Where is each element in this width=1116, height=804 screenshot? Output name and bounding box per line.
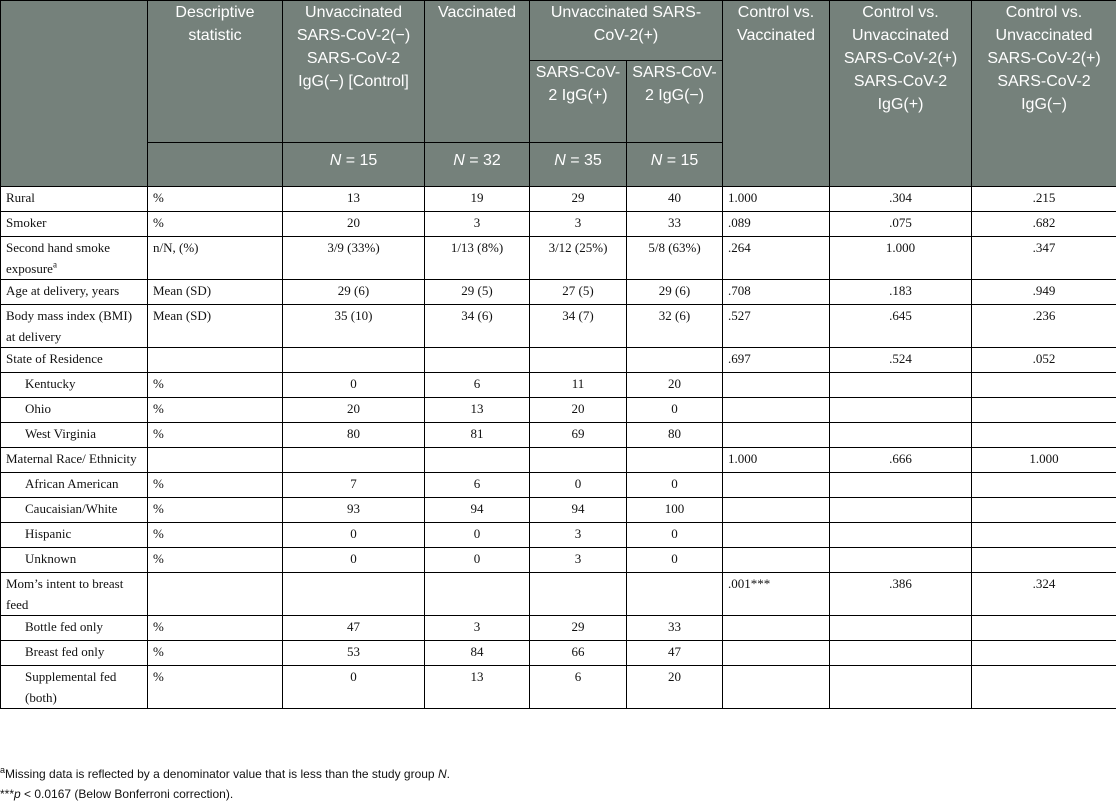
cell-p-control-vs-igg-pos	[830, 616, 972, 641]
cell-vaccinated: 81	[425, 423, 530, 448]
cell-p-control-vs-igg-neg: 1.000	[972, 448, 1116, 473]
row-stat: Mean (SD)	[148, 280, 283, 305]
cell-igg-pos: 69	[530, 423, 627, 448]
cell-control: 3/9 (33%)	[283, 237, 425, 280]
cell-vaccinated	[425, 348, 530, 373]
cell-vaccinated: 29 (5)	[425, 280, 530, 305]
cell-control	[283, 348, 425, 373]
cell-vaccinated: 3	[425, 616, 530, 641]
table-row	[1, 573, 1116, 616]
header-vaccinated-group: Vaccinated	[425, 1, 530, 143]
cell-p-control-vs-vaccinated	[723, 423, 830, 448]
cell-igg-neg: 29 (6)	[627, 280, 723, 305]
cell-vaccinated: 1/13 (8%)	[425, 237, 530, 280]
table-row	[1, 423, 1116, 448]
cell-p-control-vs-igg-pos	[830, 523, 972, 548]
cell-p-control-vs-igg-neg	[972, 398, 1116, 423]
cell-vaccinated: 6	[425, 373, 530, 398]
cell-p-control-vs-vaccinated	[723, 548, 830, 573]
cell-control: 7	[283, 473, 425, 498]
cell-p-control-vs-igg-pos: .304	[830, 187, 972, 212]
cell-p-control-vs-igg-neg	[972, 498, 1116, 523]
cell-control: 93	[283, 498, 425, 523]
header-sub-igg-neg: SARS-CoV-2 IgG(−)	[627, 61, 723, 143]
cell-control: 20	[283, 212, 425, 237]
cell-igg-pos: 34 (7)	[530, 305, 627, 348]
row-label: State of Residence	[1, 348, 148, 373]
row-label: Second hand smoke exposure$^a$	[1, 237, 148, 280]
cell-igg-neg: 0	[627, 398, 723, 423]
table-row	[1, 666, 1116, 709]
cell-igg-neg: 32 (6)	[627, 305, 723, 348]
cell-igg-pos: 29	[530, 616, 627, 641]
cell-p-control-vs-igg-neg	[972, 666, 1116, 709]
cell-igg-neg	[627, 348, 723, 373]
cell-p-control-vs-igg-neg	[972, 641, 1116, 666]
cell-igg-neg	[627, 573, 723, 616]
cell-p-control-vs-vaccinated: .089	[723, 212, 830, 237]
cell-p-control-vs-igg-neg	[972, 423, 1116, 448]
cell-p-control-vs-igg-neg	[972, 548, 1116, 573]
cell-vaccinated: 3	[425, 212, 530, 237]
cell-igg-neg: 20	[627, 373, 723, 398]
cell-control: 47	[283, 616, 425, 641]
cell-vaccinated: 0	[425, 523, 530, 548]
row-stat: %	[148, 187, 283, 212]
cell-p-control-vs-igg-pos: .645	[830, 305, 972, 348]
table-row	[1, 548, 1116, 573]
cell-p-control-vs-igg-pos: .386	[830, 573, 972, 616]
header-n-vaccinated: N = 32	[425, 143, 530, 187]
row-stat: %	[148, 523, 283, 548]
table-row	[1, 212, 1116, 237]
cell-control: 0	[283, 523, 425, 548]
cell-control: 0	[283, 548, 425, 573]
cell-p-control-vs-vaccinated: 1.000	[723, 448, 830, 473]
cell-igg-pos	[530, 448, 627, 473]
cell-p-control-vs-igg-pos	[830, 423, 972, 448]
row-label: Bottle fed only	[1, 616, 148, 641]
cell-p-control-vs-vaccinated	[723, 666, 830, 709]
cell-igg-neg: 0	[627, 548, 723, 573]
header-n-blank	[148, 143, 283, 187]
cell-p-control-vs-igg-neg: .324	[972, 573, 1116, 616]
row-label: Smoker	[1, 212, 148, 237]
cell-vaccinated	[425, 573, 530, 616]
table-row	[1, 616, 1116, 641]
row-stat: Mean (SD)	[148, 305, 283, 348]
row-stat: %	[148, 498, 283, 523]
cell-control	[283, 448, 425, 473]
cell-p-control-vs-vaccinated: .001***	[723, 573, 830, 616]
header-control-vs-igg-pos: Control vs. Unvaccinated SARS-CoV-2(+) SARS-CoV-2 IgG(+)	[830, 1, 972, 187]
table-row	[1, 237, 1116, 280]
cell-p-control-vs-vaccinated	[723, 398, 830, 423]
cell-p-control-vs-vaccinated: 1.000	[723, 187, 830, 212]
row-stat: %	[148, 666, 283, 709]
footnotes	[0, 764, 1100, 804]
cell-igg-neg	[627, 448, 723, 473]
cell-igg-neg: 5/8 (63%)	[627, 237, 723, 280]
table-row	[1, 280, 1116, 305]
row-label: Kentucky	[1, 373, 148, 398]
table-row	[1, 641, 1116, 666]
header-control-vs-igg-neg: Control vs. Unvaccinated SARS-CoV-2(+) SARS-CoV-2 IgG(−)	[972, 1, 1116, 187]
footnote-a: $^a$Missing data is reflected by a denominator value that is less than the study group N.	[0, 765, 450, 781]
cell-igg-pos: 20	[530, 398, 627, 423]
header-sub-igg-pos: SARS-CoV-2 IgG(+)	[530, 61, 627, 143]
cell-igg-neg: 20	[627, 666, 723, 709]
row-stat: %	[148, 548, 283, 573]
cell-control: 0	[283, 373, 425, 398]
cell-igg-pos	[530, 348, 627, 373]
cell-p-control-vs-igg-pos: 1.000	[830, 237, 972, 280]
cell-igg-neg: 33	[627, 212, 723, 237]
table-row	[1, 348, 1116, 373]
row-stat: %	[148, 373, 283, 398]
cell-p-control-vs-igg-neg: .052	[972, 348, 1116, 373]
cell-igg-neg: 0	[627, 523, 723, 548]
header-corner	[1, 1, 148, 187]
cell-p-control-vs-igg-neg	[972, 616, 1116, 641]
row-stat	[148, 348, 283, 373]
row-label: Hispanic	[1, 523, 148, 548]
header-descriptive-statistic: Descriptive statistic	[148, 1, 283, 143]
cell-p-control-vs-vaccinated	[723, 498, 830, 523]
footnote-marker-a: a	[52, 259, 57, 270]
table-row	[1, 373, 1116, 398]
cell-igg-pos: 0	[530, 473, 627, 498]
cell-p-control-vs-vaccinated: .264	[723, 237, 830, 280]
header-n-igg-pos: N = 35	[530, 143, 627, 187]
cell-control: 29 (6)	[283, 280, 425, 305]
cell-vaccinated: 94	[425, 498, 530, 523]
cell-vaccinated: 6	[425, 473, 530, 498]
row-stat: %	[148, 212, 283, 237]
row-stat: n/N, (%)	[148, 237, 283, 280]
cell-igg-pos: 3	[530, 548, 627, 573]
cell-p-control-vs-igg-pos	[830, 498, 972, 523]
cell-p-control-vs-vaccinated	[723, 523, 830, 548]
cell-igg-neg: 33	[627, 616, 723, 641]
cell-vaccinated: 34 (6)	[425, 305, 530, 348]
cell-igg-neg: 0	[627, 473, 723, 498]
footnote-a-marker: a	[0, 765, 6, 775]
row-label: Supplemental fed (both)	[1, 666, 148, 709]
cell-control: 13	[283, 187, 425, 212]
row-stat: %	[148, 641, 283, 666]
cell-igg-pos: 3/12 (25%)	[530, 237, 627, 280]
table-row	[1, 187, 1116, 212]
row-stat: %	[148, 398, 283, 423]
cell-igg-neg: 80	[627, 423, 723, 448]
cell-vaccinated: 13	[425, 398, 530, 423]
table-row	[1, 473, 1116, 498]
cell-control: 0	[283, 666, 425, 709]
cell-p-control-vs-igg-pos	[830, 473, 972, 498]
cell-vaccinated	[425, 448, 530, 473]
header-n-igg-neg: N = 15	[627, 143, 723, 187]
cell-igg-pos: 6	[530, 666, 627, 709]
cell-control: 20	[283, 398, 425, 423]
cell-control	[283, 573, 425, 616]
row-label: Mom’s intent to breast feed	[1, 573, 148, 616]
row-stat	[148, 573, 283, 616]
cell-p-control-vs-vaccinated	[723, 616, 830, 641]
cell-igg-pos: 94	[530, 498, 627, 523]
cell-igg-neg: 40	[627, 187, 723, 212]
cell-p-control-vs-igg-pos	[830, 398, 972, 423]
cell-control: 53	[283, 641, 425, 666]
table-row	[1, 523, 1116, 548]
row-stat	[148, 448, 283, 473]
cell-igg-pos: 3	[530, 523, 627, 548]
row-label: West Virginia	[1, 423, 148, 448]
row-stat: %	[148, 616, 283, 641]
row-label: Caucaisian/White	[1, 498, 148, 523]
cell-p-control-vs-igg-pos: .075	[830, 212, 972, 237]
row-label: Age at delivery, years	[1, 280, 148, 305]
row-label: Maternal Race/ Ethnicity	[1, 448, 148, 473]
row-label: Breast fed only	[1, 641, 148, 666]
cell-p-control-vs-igg-pos: .183	[830, 280, 972, 305]
footnote-significance: ***p < 0.0167 (Below Bonferroni correction).	[0, 787, 234, 801]
table-row	[1, 448, 1116, 473]
cell-p-control-vs-igg-neg: .949	[972, 280, 1116, 305]
cell-igg-pos: 27 (5)	[530, 280, 627, 305]
cell-p-control-vs-vaccinated	[723, 641, 830, 666]
row-label: Rural	[1, 187, 148, 212]
footnote-significance-marker: ***	[0, 787, 15, 801]
cell-igg-pos: 11	[530, 373, 627, 398]
table-row	[1, 398, 1116, 423]
cell-p-control-vs-igg-pos	[830, 548, 972, 573]
row-label: Unknown	[1, 548, 148, 573]
cell-control: 80	[283, 423, 425, 448]
cell-vaccinated: 19	[425, 187, 530, 212]
cell-p-control-vs-igg-neg	[972, 373, 1116, 398]
cell-p-control-vs-igg-neg	[972, 523, 1116, 548]
row-stat: %	[148, 473, 283, 498]
header-control-vs-vaccinated: Control vs. Vaccinated	[723, 1, 830, 187]
cell-p-control-vs-vaccinated	[723, 473, 830, 498]
cell-p-control-vs-igg-neg: .682	[972, 212, 1116, 237]
cell-control: 35 (10)	[283, 305, 425, 348]
table-body	[1, 187, 1116, 709]
table-row	[1, 305, 1116, 348]
table-header	[1, 1, 1116, 187]
cell-igg-pos	[530, 573, 627, 616]
table-row	[1, 498, 1116, 523]
row-label: African American	[1, 473, 148, 498]
cell-p-control-vs-igg-neg: .347	[972, 237, 1116, 280]
row-stat: %	[148, 423, 283, 448]
cell-p-control-vs-igg-pos: .666	[830, 448, 972, 473]
cell-p-control-vs-vaccinated: .708	[723, 280, 830, 305]
cell-vaccinated: 13	[425, 666, 530, 709]
header-control-group: Unvaccinated SARS-CoV-2(−) SARS-CoV-2 IgG(−) [Control]	[283, 1, 425, 143]
cell-p-control-vs-vaccinated	[723, 373, 830, 398]
cell-p-control-vs-igg-pos	[830, 373, 972, 398]
cell-igg-pos: 29	[530, 187, 627, 212]
header-unvacc-pos-group: Unvaccinated SARS-CoV-2(+)	[530, 1, 723, 61]
cell-igg-neg: 47	[627, 641, 723, 666]
cell-vaccinated: 0	[425, 548, 530, 573]
cell-p-control-vs-igg-neg: .215	[972, 187, 1116, 212]
cell-igg-neg: 100	[627, 498, 723, 523]
cell-p-control-vs-igg-pos	[830, 641, 972, 666]
cell-vaccinated: 84	[425, 641, 530, 666]
cell-igg-pos: 66	[530, 641, 627, 666]
cell-p-control-vs-igg-neg	[972, 473, 1116, 498]
header-n-control: N = 15	[283, 143, 425, 187]
cell-p-control-vs-vaccinated: .697	[723, 348, 830, 373]
cell-p-control-vs-igg-pos	[830, 666, 972, 709]
cell-igg-pos: 3	[530, 212, 627, 237]
cell-p-control-vs-igg-pos: .524	[830, 348, 972, 373]
cell-p-control-vs-igg-neg: .236	[972, 305, 1116, 348]
cell-p-control-vs-vaccinated: .527	[723, 305, 830, 348]
row-label: Body mass index (BMI) at delivery	[1, 305, 148, 348]
row-label: Ohio	[1, 398, 148, 423]
